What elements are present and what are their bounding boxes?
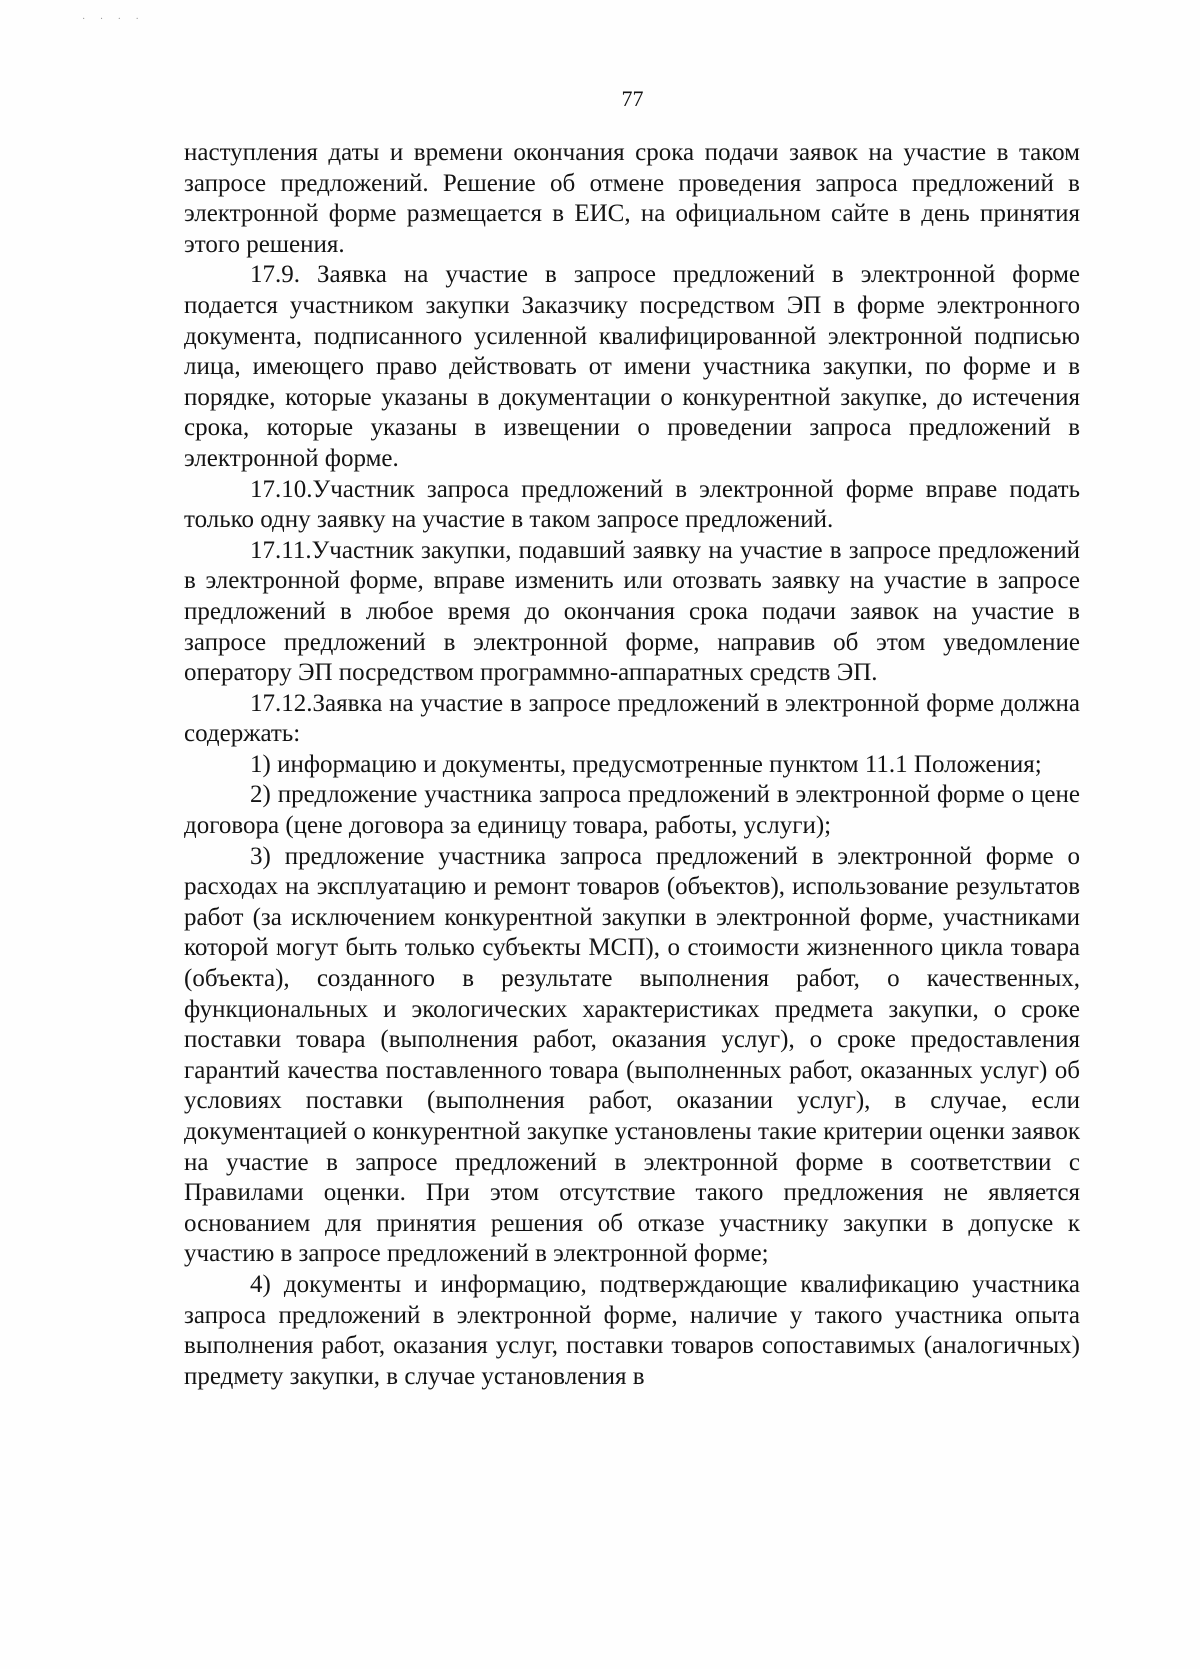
clause-number: 17.11. bbox=[250, 536, 312, 564]
clause-text: Заявка на участие в запросе предложений в электронной форме подается участником закупки Заказчику посредством ЭП в форме электронного документа, подписанного усиленной квалифицированной электронной подписью лица, имеющего право действовать от имени участника закупки, по форме и в порядке, которые указаны в документации о конкурентной закупке, до истечения срока, которые указаны в извещении о проведении запроса предложений в электронной форме. bbox=[184, 261, 1080, 472]
list-item-number: 2) bbox=[250, 781, 271, 809]
page-number: 77 bbox=[621, 86, 644, 111]
list-item-1 bbox=[184, 750, 1080, 781]
clause-number: 17.9. bbox=[250, 261, 300, 289]
paragraph-text: наступления даты и времени окончания срока подачи заявок на участие в таком запросе предложений. Решение об отмене проведения запроса предложений в электронной форме размещается в ЕИС, на официальном сайте в день принятия этого решения. bbox=[184, 139, 1080, 258]
list-item-text: предложение участника запроса предложений в электронной форме о расходах на эксплуатацию и ремонт товаров (объектов), использование результатов работ (за исключением конкурентной закупки в электронной форме, участниками которой могут быть только субъекты МСП), о стоимости жизненного цикла товара (объекта), созданного в результате выполнения работ, о качественных, функциональных и экологических характеристиках предмета закупки, о сроке поставки товара (выполнения работ, оказания услуг), о сроке предоставления гарантий качества поставленного товара (выполненных работ, оказанных услуг) об условиях поставки (выполнения работ, оказании услуг), в случае, если документацией о конкурентной закупке установлены такие критерии оценки заявок на участие в запросе предложений в электронной форме в соответствии с Правилами оценки. При этом отсутствие такого предложения не является основанием для принятия решения об отказе участнику закупки в допуске к участию в запросе предложений в электронной форме; bbox=[184, 842, 1080, 1268]
clause-17-10 bbox=[184, 475, 1080, 536]
list-item-number: 1) bbox=[250, 750, 271, 778]
clause-17-9 bbox=[184, 260, 1080, 474]
clause-17-12 bbox=[184, 689, 1080, 750]
clause-text: Участник закупки, подавший заявку на участие в запросе предложений в электронной форме, вправе изменить или отозвать заявку на участие в запросе предложений в любое время до окончания срока подачи заявок на участие в запросе предложений в электронной форме, направив об этом уведомление оператору ЭП посредством программно-аппаратных средств ЭП. bbox=[184, 536, 1080, 687]
list-item-text: документы и информацию, подтверждающие квалификацию участника запроса предложений в электронной форме, наличие у такого участника опыта выполнения работ, оказания услуг, поставки товаров сопоставимых (аналогичных) предмету закупки, в случае установления в bbox=[184, 1270, 1080, 1390]
list-item-text: информацию и документы, предусмотренные пунктом 11.1 Положения; bbox=[270, 750, 1042, 778]
clause-number: 17.12. bbox=[250, 689, 313, 717]
clause-text: Заявка на участие в запросе предложений в электронной форме должна содержать: bbox=[184, 689, 1080, 748]
list-item-text: предложение участника запроса предложений в электронной форме о цене договора (цене договора за единицу товара, работы, услуги); bbox=[184, 781, 1080, 840]
list-item-4 bbox=[184, 1270, 1080, 1392]
scan-specks: · · · · bbox=[82, 14, 145, 25]
document-body bbox=[184, 138, 1080, 1392]
clause-text: Участник запроса предложений в электронной форме вправе подать только одну заявку на участие в таком запросе предложений. bbox=[184, 475, 1080, 534]
list-item-3 bbox=[184, 842, 1080, 1270]
clause-number: 17.10. bbox=[250, 475, 313, 503]
clause-17-11 bbox=[184, 536, 1080, 689]
list-item-2 bbox=[184, 780, 1080, 841]
list-item-number: 4) bbox=[250, 1270, 271, 1298]
paragraph-continuation bbox=[184, 138, 1080, 260]
list-item-number: 3) bbox=[250, 842, 271, 870]
